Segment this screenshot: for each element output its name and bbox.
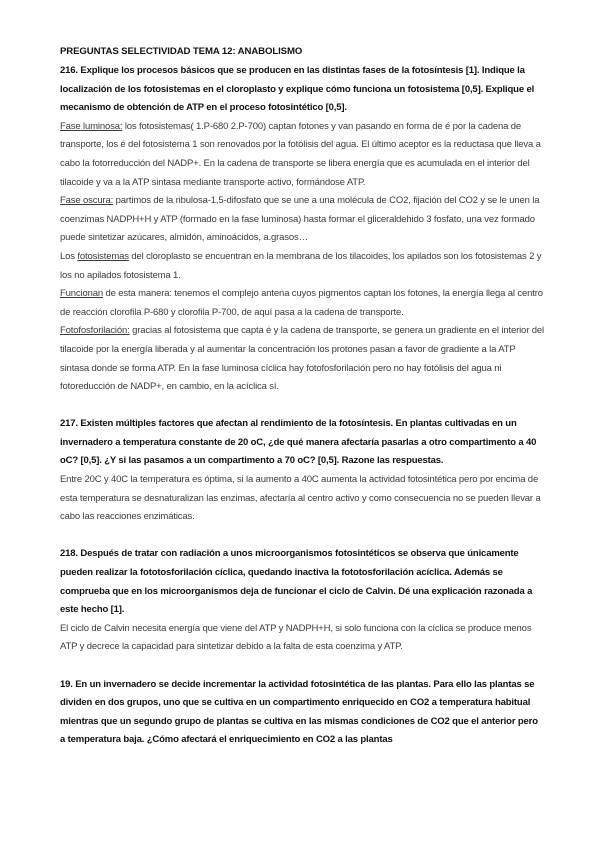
- question-218: 218. Después de tratar con radiación a unos microorganismos fotosintéticos se observa que únicamente pueden realizar la fototosforilación cíclica, quedando inactiva la fototosforilación acíclica. Además se comprueba que en los microorganismos deja de funcionar el ciclo de Calvin. Dé una explicación razonada a este hecho [1].: [60, 548, 533, 616]
- fotosistemas-pre: Los: [60, 250, 78, 262]
- spacer: [60, 397, 544, 416]
- fase-oscura-label: Fase oscura:: [60, 195, 114, 207]
- funcionan-label: Funcionan: [60, 288, 104, 300]
- document-title: PREGUNTAS SELECTIVIDAD TEMA 12: ANABOLISMO: [60, 46, 303, 57]
- question-217: 217. Existen múltiples factores que afectan al rendimiento de la fotosíntesis. En plantas cultivadas en un invernadero a temperatura constante de 20 oC, ¿de qué manera afectaría pasarlas a otro compartimento a 40 oC? [0,5]. ¿Y si las pasamos a un compartimento a 70 oC? [0,5]. Razone las respuestas.: [60, 418, 537, 467]
- fase-oscura-text: partimos de la ribulosa-1,5-difosfato que se une a una molécula de CO2, fijación del CO2 y se le unen la coenzimas NADPH+H y ATP (formado en la fase luminosa) hasta formar el gliceraldehido 3 fosfato, una vez formado puede sintetizar azúcares, almidón, aminoácidos, a.grasos…: [60, 195, 540, 244]
- fase-luminosa-label: Fase luminosa:: [60, 120, 123, 132]
- funcionan-text: de esta manera: tenemos el complejo antena cuyos pigmentos captan los fotones, la energía llega al centro de reacción clorofila P-680 y clorofila P-700, de aquí pasa a la cadena de transporte.: [60, 288, 543, 318]
- fotofosforilacion-text: gracias al fotosistema que capta é y la cadena de transporte, se genera un gradiente en el interior del tilacoide por la energía liberada y al aumentar la concentración los protones pasan a favor de gradiente a la ATP sintasa donde se forma ATP. En la fase luminosa cíclica hay fotofosforilación pero no hay fotólisis del agua ni fotoreducción de NADP+, en cambio, en la acíclica sí.: [60, 325, 544, 393]
- spacer: [60, 657, 544, 676]
- question-216: 216. Explique los procesos básicos que se producen en las distintas fases de la fotosíntesis [1]. Indique la localización de los fotosistemas en el cloroplasto y explique cómo funciona un fotosistema [0,5]. Explique el mecanismo de obtención de ATP en el proceso fotosintético [0,5].: [60, 65, 535, 114]
- answer-216-fotosistemas: [60, 248, 544, 285]
- answer-218: El ciclo de Calvin necesita energía que viene del ATP y NADPH+H, si solo funciona con la cíclica se produce menos ATP y decrece la capacidad para sintetizar debido a la falta de esta coenzima y ATP.: [60, 622, 532, 653]
- answer-216-fase-oscura: [60, 192, 544, 248]
- question-19: 19. En un invernadero se decide incrementar la actividad fotosintética de las plantas. Para ello las plantas se dividen en dos grupos, uno que se cultiva en un compartimento enriquecido en CO2 a temperatura habitual mientras que un segundo grupo de plantas se cultiva en las mismas condiciones de CO2 que el anterior pero a temperatura baja. ¿Cómo afectará el enriquecimiento en CO2 a las plantas: [60, 678, 538, 746]
- answer-216-fotofosforilacion: [60, 322, 544, 396]
- fotofosforilacion-label: Fotofosforilación:: [60, 325, 130, 337]
- spacer: [60, 527, 544, 546]
- answer-217: Entre 20C y 40C la temperatura es óptima, si la aumento a 40C aumenta la actividad fotosintética pero por encima de esta temperatura se desnaturalizan las enzimas, afectaría al centro activo y como consecuencia no se pueden llevar a cabo las reacciones enzimáticas.: [60, 474, 541, 523]
- fotosistemas-label: fotosistemas: [77, 250, 129, 262]
- fotosistemas-text: del cloroplasto se encuentran en la membrana de los tilacoides, los apilados son los fotosistemas 2 y los no apilados fotosistema 1.: [60, 250, 542, 281]
- answer-216-fase-luminosa: [60, 118, 544, 192]
- fase-luminosa-text: los fotosistemas( 1.P-680 2.P-700) captan fotones y van pasando en forma de é por la cadena de transporte, los é del fotosistema 1 son renovados por la fotólisis del agua. El último aceptor es la reductasa que lleva a cabo la fotorreducción del NADP+. En la cadena de transporte se libera energía que es acumulada en el interior del tilacoide y va a la ATP sintasa mediante transporte activo, formándose ATP.: [60, 120, 541, 188]
- answer-216-funcionan: [60, 285, 544, 322]
